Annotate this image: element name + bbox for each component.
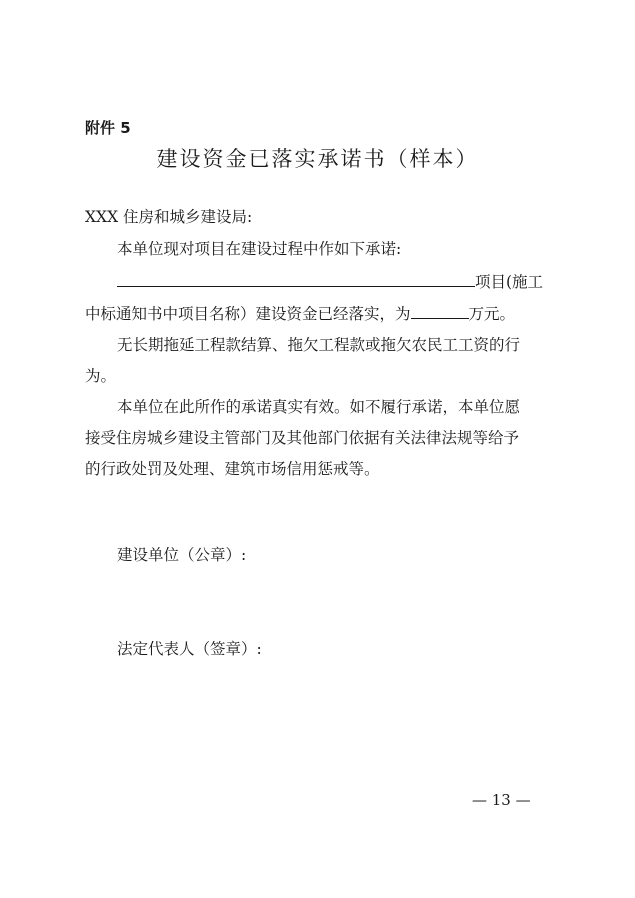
attachment-label: 附件 5: [85, 119, 131, 137]
commitment-2-line-1: 无长期拖延工程款结算、拖欠工程款或拖欠农民工工资的行: [117, 336, 521, 354]
page-number: — 13 —: [472, 791, 531, 809]
legal-rep-signature-label: 法定代表人（签章）:: [117, 640, 262, 658]
commitment-3-line-1: 本单位在此所作的承诺真实有效。如不履行承诺，本单位愿: [117, 398, 521, 416]
commitment-2-line-2: 为。: [85, 367, 117, 385]
commitment-1-line-2: [85, 303, 515, 324]
commitment-1-prefix: 中标通知书中项目名称）建设资金已经落实，为: [85, 305, 411, 323]
commitment-3-line-3: 的行政处罚及处理、建筑市场信用惩戒等。: [85, 460, 380, 478]
amount-blank[interactable]: [411, 303, 469, 319]
project-name-blank[interactable]: [117, 271, 475, 287]
commitment-3-line-2: 接受住房城乡建设主管部门及其他部门依据有关法律法规等给予: [85, 429, 520, 447]
commitment-1-line-1: [117, 271, 543, 292]
builder-seal-label: 建设单位（公章）:: [117, 546, 247, 564]
document-title: 建设资金已落实承诺书（样本）: [156, 147, 479, 171]
commitment-1-unit: 万元。: [468, 305, 516, 323]
addressee: XXX 住房和城乡建设局:: [85, 208, 253, 226]
intro-paragraph: 本单位现对项目在建设过程中作如下承诺:: [117, 240, 402, 258]
commitment-1-suffix: 项目(施工: [475, 273, 544, 291]
